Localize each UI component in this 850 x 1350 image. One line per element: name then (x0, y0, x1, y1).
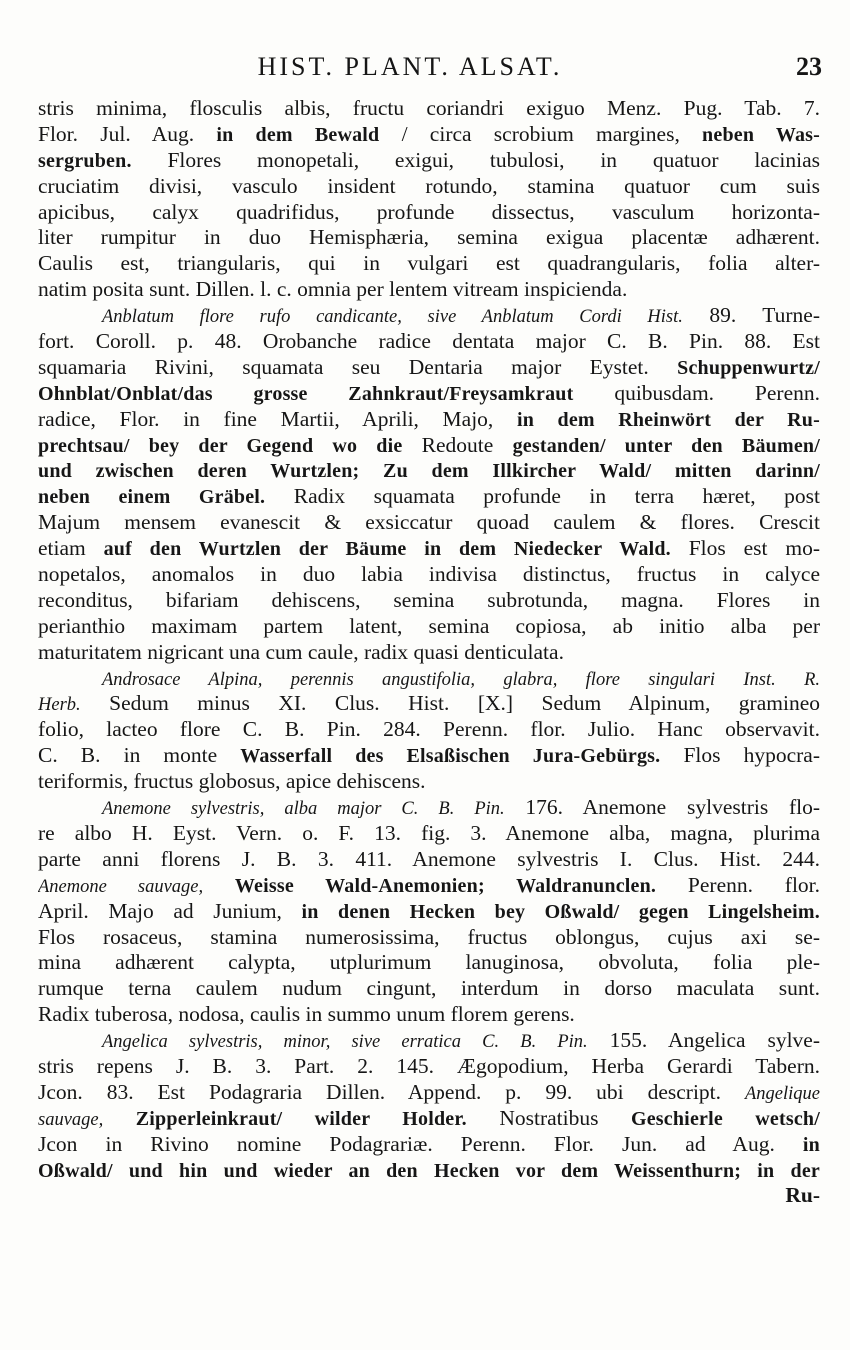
text-segment: maturitatem nigricant una cum caule, radix quasi denticulata. (38, 639, 564, 664)
text-segment: / circa scrobium margines, (379, 121, 703, 146)
text-segment: reconditus, bifariam dehiscens, semina subrotunda, magna. Flores in (38, 587, 820, 612)
text-line (38, 458, 820, 484)
text-line (38, 562, 820, 588)
italic-phrase: sauvage, (38, 1109, 104, 1130)
text-line (38, 1132, 820, 1158)
catchword: Ru- (785, 1183, 820, 1208)
blackletter-phrase: und zwischen deren Wurtzlen; Zu dem Illkircher Wald/ mitten darinn/ (38, 460, 820, 483)
text-segment: Jcon in Rivino nomine Podagrariæ. Perenn. Flor. Jun. ad Aug. (38, 1131, 803, 1156)
italic-phrase: Herb. (38, 695, 81, 716)
blackletter-phrase: Wasserfall des Elsaßischen Jura-Gebürgs. (240, 745, 661, 768)
text-line (38, 1158, 820, 1184)
text-segment: 89. Turne- (682, 303, 820, 328)
text-line (38, 899, 820, 925)
running-head: HIST. PLANT. ALSAT. (257, 52, 563, 81)
text-line (38, 122, 820, 148)
blackletter-phrase: auf den Wurtzlen der Bäume in dem Niedecker Wald. (103, 538, 671, 561)
text-line (38, 795, 820, 821)
italic-phrase: Anemone sauvage, (38, 876, 204, 897)
text-segment (103, 1106, 136, 1130)
italic-phrase: Angelique (744, 1083, 820, 1104)
blackletter-phrase: in dem Bewald (216, 123, 380, 146)
text-line (38, 640, 820, 666)
text-segment: Radix squamata profunde in terra hæret, post (265, 484, 820, 509)
text-segment: liter rumpitur in duo Hemisphæria, semina exigua placentæ adhærent. (38, 225, 820, 250)
text-segment: perianthio maximam partem latent, semina copiosa, ab initio alba per (38, 613, 820, 638)
text-line (38, 303, 820, 329)
blackletter-phrase: neben einem Gräbel. (38, 486, 266, 509)
text-segment: 176. Anemone sylvestris flo- (504, 795, 820, 820)
blackletter-phrase: sergruben. (38, 149, 132, 172)
text-segment: Radix tuberosa, nodosa, caulis in summo unum florem gerens. (38, 1002, 575, 1027)
text-line (38, 950, 820, 976)
text-line (38, 847, 820, 873)
text-line (38, 769, 820, 795)
blackletter-phrase: in dem Rheinwört der Ru- (516, 408, 820, 431)
text-line (38, 510, 820, 536)
text-line (38, 96, 820, 122)
text-segment: Flos est mo- (670, 536, 820, 561)
text-segment: radice, Flor. in fine Martii, Aprili, Majo, (38, 406, 517, 431)
text-segment: Nostratibus (466, 1105, 631, 1130)
blackletter-phrase: neben Was- (702, 123, 820, 146)
text-segment: 155. Angelica sylve- (587, 1028, 820, 1053)
text-line (38, 717, 820, 743)
text-segment: stris minima, flosculis albis, fructu coriandri exiguo Menz. Pug. Tab. 7. (38, 96, 820, 120)
text-segment: apicibus, calyx quadrifidus, profunde dissectus, vasculum horizonta- (38, 199, 820, 224)
text-line (38, 174, 820, 200)
text-segment: Flores monopetali, exigui, tubulosi, in quatuor lacinias (131, 147, 820, 172)
text-segment: re albo H. Eyst. Vern. o. F. 13. fig. 3. Anemone alba, magna, plurima (38, 820, 820, 845)
text-segment: fort. Coroll. p. 48. Orobanche radice dentata major C. B. Pin. 88. Est (38, 329, 820, 354)
text-line (38, 484, 820, 510)
text-segment: etiam (38, 536, 104, 561)
text-segment: Flor. Jul. Aug. (38, 121, 217, 146)
text-segment: nopetalos, anomalos in duo labia indivisa distinctus, fructus in calyce (38, 562, 820, 587)
text-segment: quibusdam. Perenn. (573, 380, 820, 405)
text-line (38, 925, 820, 951)
text-segment: Jcon. 83. Est Podagraria Dillen. Append. p. 99. ubi descript. (38, 1079, 745, 1104)
text-line (38, 976, 820, 1002)
text-line (38, 588, 820, 614)
text-line (38, 691, 820, 717)
text-segment: squamaria Rivini, squamata seu Dentaria major Eystet. (38, 354, 678, 379)
text-segment: Caulis est, triangularis, qui in vulgari est quadrangularis, folia alter- (38, 251, 820, 276)
text-segment: stris repens J. B. 3. Part. 2. 145. Ægopodium, Herba Gerardi Tabern. (38, 1053, 820, 1078)
text-segment: C. B. in monte (38, 743, 241, 768)
text-segment: natim posita sunt. Dillen. l. c. omnia per lentem vitream inspicienda. (38, 277, 628, 302)
text-line (38, 251, 820, 277)
page-number: 23 (796, 52, 822, 81)
text-segment (203, 873, 235, 897)
text-line (38, 1028, 820, 1054)
blackletter-phrase: Weisse Wald-Anemonien; Waldranunclen. (234, 874, 657, 897)
text-line (38, 433, 820, 459)
blackletter-phrase: Ohnblat/Onblat/das grosse Zahnkraut/Freysamkraut (38, 382, 574, 405)
text-segment: Flos rosaceus, stamina numerosissima, fructus oblongus, cujus axi se- (38, 924, 820, 949)
text-line (38, 743, 820, 769)
text-line (38, 1080, 820, 1106)
text-line (38, 873, 820, 899)
text-line (38, 381, 820, 407)
text-segment: cruciatim divisi, vasculo insident rotundo, stamina quatuor cum suis (38, 173, 820, 198)
text-line (38, 148, 820, 174)
text-segment: April. Majo ad Junium, (38, 898, 302, 923)
text-line (38, 225, 820, 251)
text-line (38, 277, 820, 303)
body-text (38, 96, 820, 1209)
italic-phrase: Anemone sylvestris, alba major C. B. Pin. (102, 799, 505, 820)
text-line (38, 200, 820, 226)
text-segment: mina adhærent calypta, utplurimum lanuginosa, obvoluta, folia ple- (38, 950, 820, 975)
text-line (38, 1002, 820, 1028)
text-segment: Sedum minus XI. Clus. Hist. [X.] Sedum Alpinum, gramineo (80, 691, 820, 716)
text-line (38, 666, 820, 692)
text-segment: Perenn. flor. (656, 872, 820, 897)
text-line (38, 355, 820, 381)
blackletter-phrase: gestanden/ unter den Bäumen/ (512, 434, 820, 457)
text-segment: teriformis, fructus globosus, apice dehiscens. (38, 769, 426, 794)
text-line (38, 1054, 820, 1080)
text-segment: Flos hypocra- (660, 743, 820, 768)
text-line (38, 407, 820, 433)
italic-phrase: Angelica sylvestris, minor, sive erratica C. B. Pin. (102, 1032, 588, 1053)
blackletter-phrase: in (802, 1133, 820, 1156)
text-line (38, 536, 820, 562)
italic-phrase: Anblatum flore rufo candicante, sive Anblatum Cordi Hist. (102, 307, 683, 328)
text-segment: folio, lacteo flore C. B. Pin. 284. Perenn. flor. Julio. Hanc observavit. (38, 717, 820, 742)
blackletter-phrase: in denen Hecken bey Oßwald/ gegen Lingelsheim. (301, 900, 820, 923)
text-segment: Redoute (402, 432, 513, 457)
text-line (38, 614, 820, 640)
blackletter-phrase: prechtsau/ bey der Gegend wo die (38, 434, 403, 457)
blackletter-phrase: Zipperleinkraut/ wilder Holder. (135, 1107, 467, 1130)
text-segment: parte anni florens J. B. 3. 411. Anemone sylvestris I. Clus. Hist. 244. (38, 846, 820, 871)
text-line (38, 821, 820, 847)
blackletter-phrase: Schuppenwurtz/ (677, 356, 820, 379)
blackletter-phrase: Oßwald/ und hin und wieder an den Hecken vor dem Weissenthurn; in der (38, 1159, 820, 1182)
text-line (38, 1106, 820, 1132)
text-line (38, 329, 820, 355)
text-segment: rumque terna caulem nudum cingunt, interdum in dorso maculata sunt. (38, 976, 820, 1001)
text-segment: Majum mensem evanescit & exsiccatur quoad caulem & flores. Crescit (38, 510, 820, 535)
blackletter-phrase: Geschierle wetsch/ (630, 1107, 820, 1130)
italic-phrase: Androsace Alpina, perennis angustifolia, glabra, flore singulari Inst. R. (102, 669, 820, 690)
